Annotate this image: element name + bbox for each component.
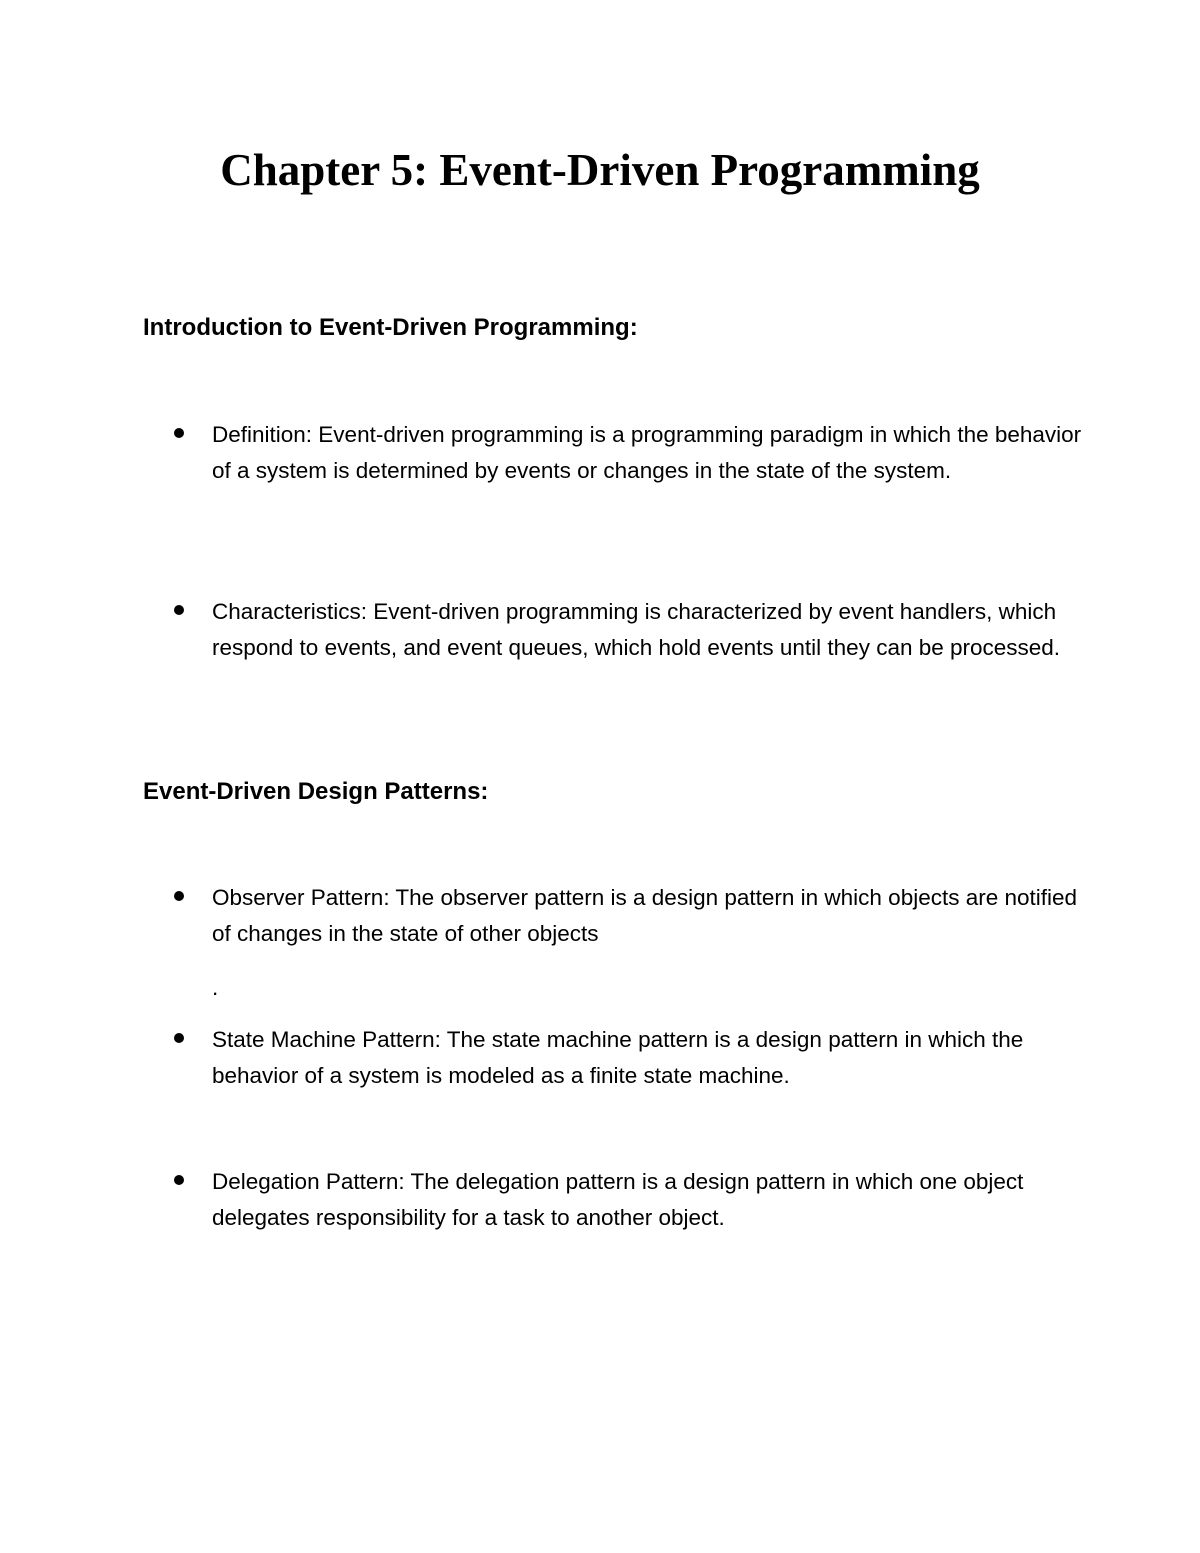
list-item-definition	[212, 417, 1092, 489]
stray-period: .	[212, 975, 219, 1000]
chapter-title: Chapter 5: Event-Driven Programming	[220, 145, 980, 195]
section-heading-design-patterns: Event-Driven Design Patterns:	[143, 778, 489, 805]
list-item-observer-pattern	[212, 880, 1092, 952]
list-item-text: Characteristics: Event-driven programming is characterized by event handlers, which respond to events, and event queues, which hold events until they can be processed.	[212, 599, 1061, 660]
list-item-delegation-pattern	[212, 1164, 1092, 1236]
list-item-state-machine-pattern	[212, 1022, 1092, 1094]
list-item-text: Definition: Event-driven programming is a programming paradigm in which the behavior of a system is determined by events or changes in the state of the system.	[212, 422, 1082, 483]
bullet-icon	[174, 1033, 184, 1043]
list-item-text: State Machine Pattern: The state machine pattern is a design pattern in which the behavior of a system is modeled as a finite state machine.	[212, 1027, 1024, 1088]
list-item-text: Delegation Pattern: The delegation pattern is a design pattern in which one object delegates responsibility for a task to another object.	[212, 1169, 1024, 1230]
list-item-characteristics	[212, 594, 1092, 666]
bullet-icon	[174, 428, 184, 438]
list-item-text: Observer Pattern: The observer pattern is a design pattern in which objects are notified of changes in the state of other objects	[212, 885, 1078, 946]
bullet-icon	[174, 891, 184, 901]
bullet-icon	[174, 605, 184, 615]
section-heading-introduction: Introduction to Event-Driven Programming:	[143, 314, 638, 341]
bullet-icon	[174, 1175, 184, 1185]
